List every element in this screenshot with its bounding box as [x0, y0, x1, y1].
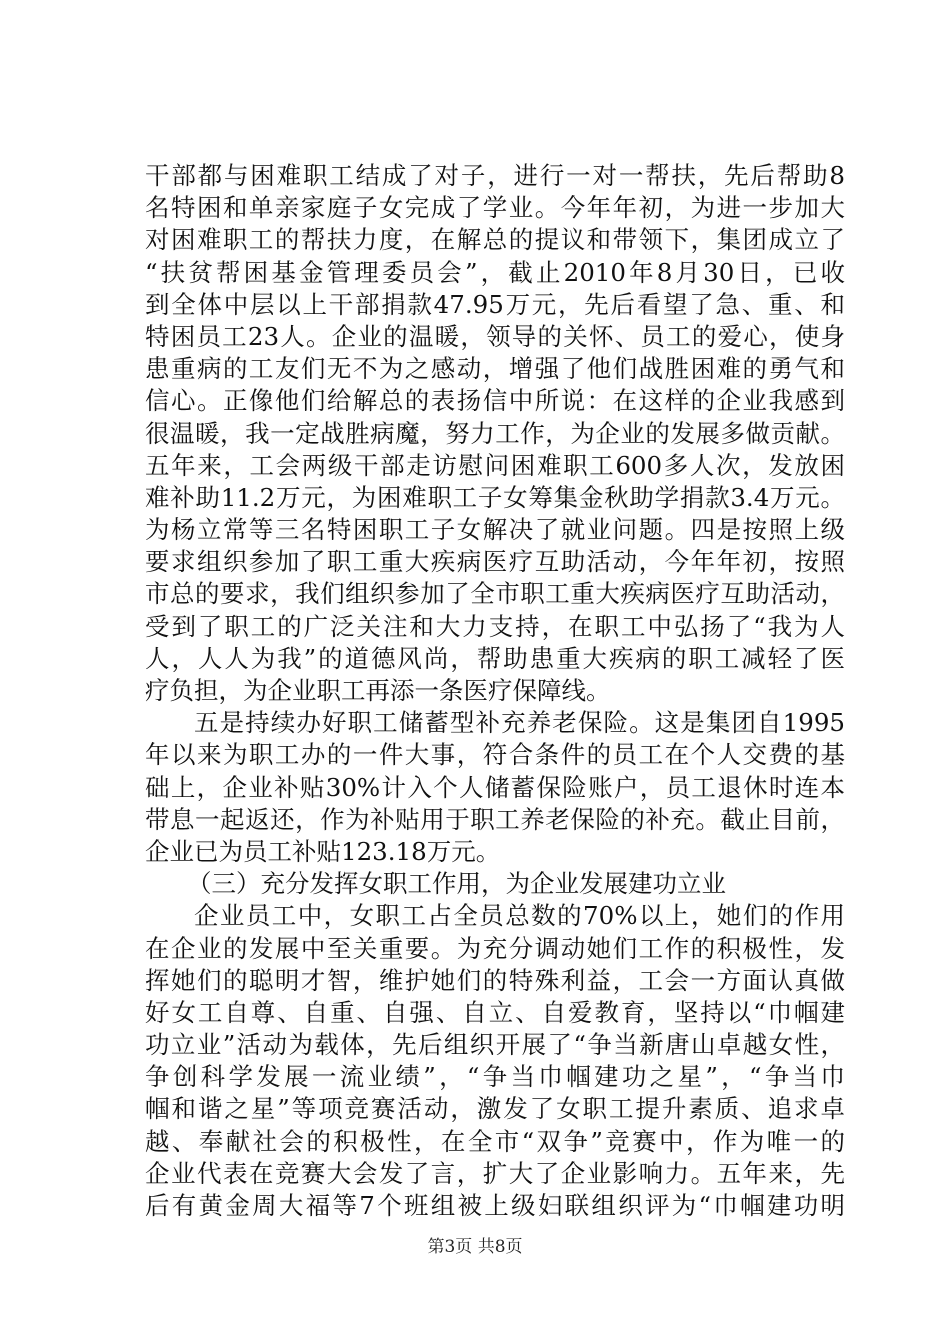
text-line: 企业已为员工补贴123.18万元。: [145, 836, 501, 866]
text-line: 患重病的工友们无不为之感动，增强了他们战胜困难的勇气和: [145, 354, 845, 384]
text-line: 疗负担，为企业职工再添一条医疗保障线。: [145, 676, 611, 705]
text-line: 帼和谐之星”等项竞赛活动，激发了女职工提升素质、追求卓: [145, 1094, 845, 1124]
text-line: 好女工自尊、自重、自强、自立、自爱教育，坚持以“巾帼建: [145, 997, 845, 1027]
text-line: 难补助11.2万元，为困难职工子女筹集金秋助学捐款3.4万元。: [145, 482, 845, 512]
text-line: “扶贫帮困基金管理委员会”，截止2010年8月30日，已收: [145, 257, 845, 287]
text-line: 五年来，工会两级干部走访慰问困难职工600多人次，发放困: [145, 450, 845, 480]
text-line: 年以来为职工办的一件大事，符合条件的员工在个人交费的基: [145, 740, 845, 770]
paragraph-first-line: 企业员工中，女职工占全员总数的70%以上，她们的作用: [194, 901, 845, 931]
text-line: 市总的要求，我们组织参加了全市职工重大疾病医疗互助活动，: [145, 579, 845, 609]
text-line: 功立业”活动为载体，先后组织开展了“争当新唐山卓越女性，: [145, 1030, 845, 1060]
text-line: 特困员工23人。企业的温暖，领导的关怀、员工的爱心，使身: [145, 321, 845, 351]
text-line: 争创科学发展一流业绩”，“争当巾帼建功之星”，“争当巾: [145, 1062, 845, 1092]
paragraph-first-line: 五是持续办好职工储蓄型补充养老保险。这是集团自1995: [194, 708, 845, 738]
text-line: 要求组织参加了职工重大疾病医疗互助活动，今年年初，按照: [145, 547, 845, 577]
text-line: 很温暖，我一定战胜病魔，努力工作，为企业的发展多做贡献。: [145, 418, 845, 448]
text-line: 为杨立常等三名特困职工子女解决了就业问题。四是按照上级: [145, 515, 845, 545]
text-line: 人，人人为我”的道德风尚，帮助患重大疾病的职工减轻了医: [145, 643, 845, 673]
text-line: 础上，企业补贴30%计入个人储蓄保险账户，员工退休时连本: [145, 772, 845, 802]
text-line: 信心。正像他们给解总的表扬信中所说：在这样的企业我感到: [145, 386, 845, 416]
text-line: 挥她们的聪明才智，维护她们的特殊利益，工会一方面认真做: [145, 965, 845, 995]
text-line: 受到了职工的广泛关注和大力支持，在职工中弘扬了“我为人: [145, 611, 845, 641]
text-line: 名特困和单亲家庭子女完成了学业。今年年初，为进一步加大: [145, 193, 845, 223]
text-line: 在企业的发展中至关重要。为充分调动她们工作的积极性，发: [145, 933, 845, 963]
section-heading: （三）充分发挥女职工作用，为企业发展建功立业: [187, 869, 726, 899]
text-line: 对困难职工的帮扶力度，在解总的提议和带领下，集团成立了: [145, 225, 845, 255]
text-line: 到全体中层以上干部捐款47.95万元，先后看望了急、重、和: [145, 289, 845, 319]
text-line: 越、奉献社会的积极性，在全市“双争”竞赛中，作为唯一的: [145, 1126, 845, 1156]
document-body: [145, 160, 845, 1222]
text-line: 带息一起返还，作为补贴用于职工养老保险的补充。截止目前，: [145, 804, 845, 834]
text-line: 干部都与困难职工结成了对子，进行一对一帮扶，先后帮助8: [145, 161, 845, 190]
text-line: 后有黄金周大福等7个班组被上级妇联组织评为“巾帼建功明: [145, 1191, 845, 1220]
text-line: 企业代表在竞赛大会发了言，扩大了企业影响力。五年来，先: [145, 1158, 845, 1188]
page-number-footer: 第3页 共8页: [427, 1237, 523, 1257]
